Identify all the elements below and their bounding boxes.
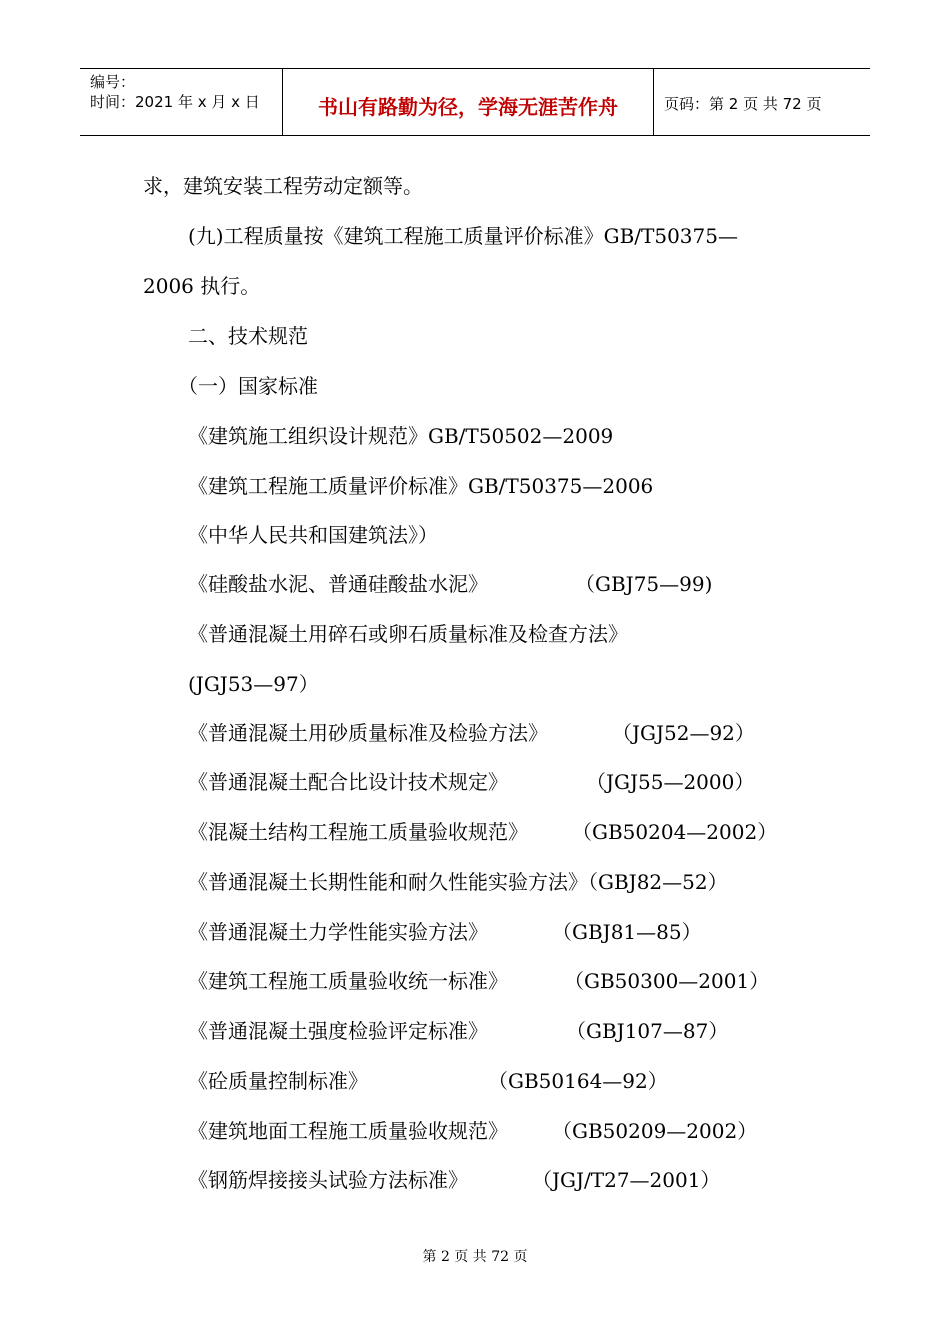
standard-code: （GB50209—2002） [552,1119,758,1143]
standard-title: 《硅酸盐水泥、普通硅酸盐水泥》 [188,572,488,596]
header-page-cell [654,69,870,135]
doc-date: 时间：2021 年 x 月 x 日 [90,93,260,111]
header-motto: 书山有路勤为径，学海无涯苦作舟 [318,95,618,119]
standard-title: 《砼质量控制标准》 [188,1069,368,1093]
standard-title: 《钢筋焊接接头试验方法标准》 [188,1168,468,1192]
standard-code: （GBJ75—99) [575,572,713,596]
standard-code: （JGJ52—92） [612,721,755,745]
section-heading: 二、技术规范 [188,324,308,348]
standard-item: 《普通混凝土长期性能和耐久性能实验方法》（GBJ82—52） [188,870,728,894]
header-meta-cell [80,69,282,135]
standard-title: 《普通混凝土配合比设计技术规定》 [188,770,508,794]
standard-code: （GB50300—2001） [564,969,770,993]
standard-title: 《普通混凝土用碎石或卵石质量标准及检查方法》 [188,622,628,646]
standard-code: （JGJ/T27—2001） [532,1168,721,1192]
standard-item: 《建筑工程施工质量评价标准》GB/T50375—2006 [188,474,654,498]
body-line: 求，建筑安装工程劳动定额等。 [143,174,423,198]
header-page-info: 页码：第 2 页 共 72 页 [664,95,822,113]
standard-code: （GB50164—92） [488,1069,668,1093]
standard-title: 《普通混凝土用砂质量标准及检验方法》 [188,721,548,745]
header-motto-cell [282,69,654,135]
standard-item: 《中华人民共和国建筑法》） [188,523,438,547]
standard-code: （JGJ55—2000） [586,770,755,794]
doc-code-label: 编号： [90,73,136,91]
standard-code: （GBJ107—87） [566,1019,729,1043]
standard-title: 《混凝土结构工程施工质量验收规范》 [188,820,528,844]
body-line: (九)工程质量按《建筑工程施工质量评价标准》GB/T50375— [188,224,738,248]
standard-item: 《建筑施工组织设计规范》GB/T50502—2009 [188,424,614,448]
standard-title: 《普通混凝土强度检验评定标准》 [188,1019,488,1043]
standard-code: (JGJ53—97） [188,672,319,696]
page-header [80,68,870,136]
body-line: 2006 执行。 [143,274,261,298]
subsection-heading: （一）国家标准 [178,374,318,398]
standard-title: 《建筑地面工程施工质量验收规范》 [188,1119,508,1143]
standard-code: （GBJ81—85） [552,920,702,944]
standard-title: 《建筑工程施工质量验收统一标准》 [188,969,508,993]
standard-code: （GB50204—2002） [572,820,778,844]
standard-title: 《普通混凝土力学性能实验方法》 [188,920,488,944]
page-footer: 第 2 页 共 72 页 [422,1249,528,1265]
